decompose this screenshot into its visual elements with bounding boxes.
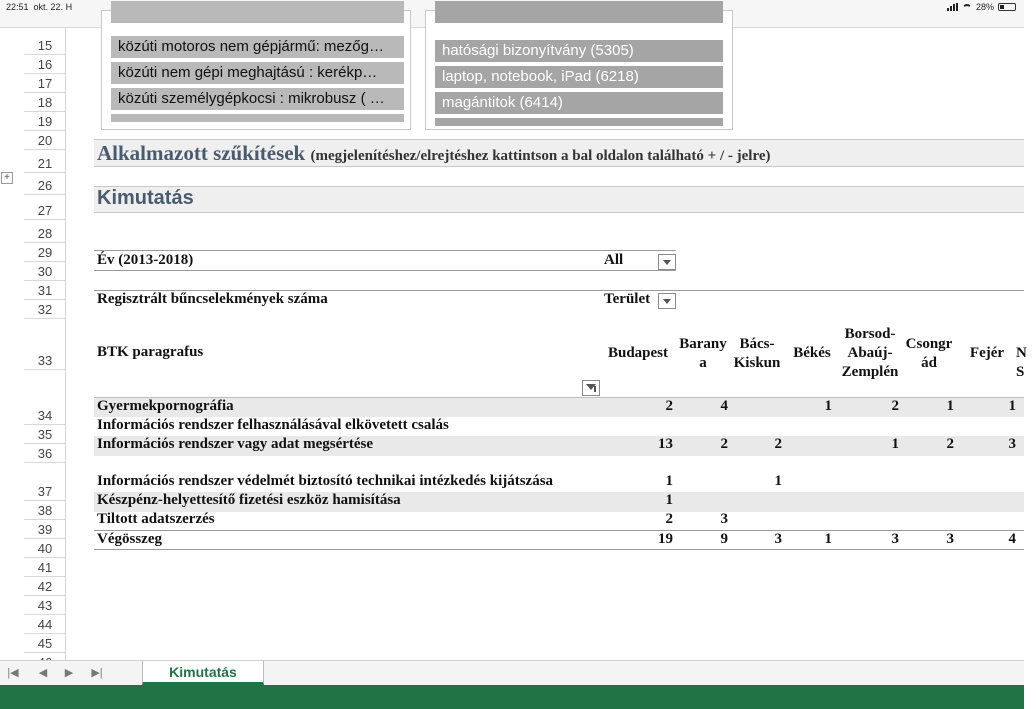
- applied-filters-hint: (megjelenítéshez/elrejtéshez kattintson a bal oldalon található + / - jelre): [310, 148, 771, 164]
- cell-value[interactable]: 3: [720, 511, 728, 527]
- clock: 22:51 okt. 22. H: [6, 2, 73, 12]
- applied-filters-heading[interactable]: [97, 141, 771, 166]
- battery-icon: [998, 3, 1016, 11]
- cell-value[interactable]: 4: [720, 398, 728, 414]
- row-number[interactable]: 38: [24, 501, 66, 520]
- row-filter-icon[interactable]: [582, 380, 600, 396]
- row-label[interactable]: Információs rendszer védelmét biztosító technikai intézkedés kijátszása: [97, 473, 554, 489]
- row-number[interactable]: 20: [24, 131, 66, 150]
- applied-filters-title: Alkalmazott szűkítések: [97, 141, 306, 165]
- row-label[interactable]: Információs rendszer felhasználásával elkövetett csalás: [97, 417, 449, 433]
- slicer-item[interactable]: [111, 114, 404, 122]
- row-number[interactable]: 31: [24, 281, 66, 300]
- column-header: Csongr ád: [905, 336, 953, 371]
- row-number[interactable]: 30: [24, 262, 66, 281]
- row-number[interactable]: 17: [24, 74, 66, 93]
- row-number[interactable]: 32: [24, 300, 66, 319]
- prev-sheet-icon[interactable]: ◀: [38, 667, 48, 679]
- cell-value[interactable]: 2: [891, 398, 899, 414]
- slicer-object[interactable]: [425, 10, 733, 130]
- row-number[interactable]: 37: [24, 463, 66, 501]
- row-label[interactable]: Végösszeg: [97, 531, 162, 547]
- row-number[interactable]: 21: [24, 151, 66, 173]
- last-sheet-icon[interactable]: ▶|: [91, 667, 103, 679]
- row-field-label: BTK paragrafus: [97, 344, 204, 360]
- row-number[interactable]: 33: [24, 314, 66, 370]
- row-number[interactable]: 35: [24, 425, 66, 444]
- column-field-label: Terület: [604, 291, 651, 307]
- wifi-icon: [962, 4, 972, 11]
- cell-value[interactable]: 4: [1008, 531, 1016, 547]
- cell-value[interactable]: 1: [1008, 398, 1016, 414]
- column-header: Békés: [793, 345, 831, 361]
- slicer-item[interactable]: közúti motoros nem gépjármű: mezőg…: [111, 36, 404, 58]
- column-header: Fejér: [969, 345, 1005, 361]
- cell-value[interactable]: 2: [946, 436, 954, 452]
- battery-percent: 28%: [975, 2, 994, 12]
- cell-value[interactable]: 2: [720, 436, 728, 452]
- slicer-item[interactable]: [111, 1, 404, 23]
- column-header: Borsod- Abaúj- Zemplén: [841, 326, 899, 380]
- row-number[interactable]: 28: [24, 224, 66, 243]
- row-number[interactable]: 36: [24, 444, 66, 463]
- slicer-item[interactable]: közúti nem gépi meghajtású : kerékp…: [111, 62, 404, 84]
- column-header: Barany a: [679, 336, 727, 371]
- cell-value[interactable]: 13: [658, 436, 673, 452]
- cell-value[interactable]: 9: [720, 531, 728, 547]
- row-number[interactable]: 27: [24, 197, 66, 220]
- row-number[interactable]: 15: [24, 36, 66, 55]
- row-label[interactable]: Tiltott adatszerzés: [97, 511, 215, 527]
- row-header-column: [0, 28, 66, 660]
- row-number[interactable]: 44: [24, 615, 66, 634]
- first-sheet-icon[interactable]: |◀: [7, 667, 19, 679]
- cell-value[interactable]: 1: [665, 492, 673, 508]
- cell-value[interactable]: 19: [658, 531, 673, 547]
- cell-value[interactable]: 3: [774, 531, 782, 547]
- row-label[interactable]: Készpénz-helyettesítő fizetési eszköz hamisítása: [97, 492, 401, 508]
- cell-value[interactable]: 1: [824, 531, 832, 547]
- slicer-item[interactable]: magántitok (6414): [435, 92, 723, 114]
- row-number[interactable]: 40: [24, 539, 66, 558]
- column-header: Bács- Kiskun: [733, 336, 781, 371]
- cell-value[interactable]: 3: [891, 531, 899, 547]
- sheet-tab-bar: [0, 660, 1024, 685]
- cell-value[interactable]: 3: [946, 531, 954, 547]
- year-filter-dropdown[interactable]: [658, 254, 676, 270]
- expand-group-button[interactable]: +: [1, 172, 13, 184]
- slicer-item[interactable]: közúti személygépkocsi : mikrobusz ( …: [111, 88, 404, 110]
- row-label[interactable]: Gyermekpornográfia: [97, 398, 234, 414]
- column-header: Budapest: [607, 345, 669, 361]
- sheet-tab-kimutatas[interactable]: Kimutatás: [142, 661, 264, 685]
- row-number[interactable]: 18: [24, 93, 66, 112]
- row-number[interactable]: 19: [24, 112, 66, 131]
- row-number[interactable]: 16: [24, 55, 66, 74]
- column-field-dropdown[interactable]: [658, 293, 676, 309]
- slicer-item[interactable]: laptop, notebook, iPad (6218): [435, 66, 723, 88]
- cell-value[interactable]: 2: [665, 511, 673, 527]
- section-title: Kimutatás: [97, 187, 194, 209]
- cell-value[interactable]: 2: [665, 398, 673, 414]
- row-number[interactable]: 34: [24, 406, 66, 425]
- cell-value[interactable]: 1: [774, 473, 782, 489]
- cell-value[interactable]: 2: [774, 436, 782, 452]
- next-sheet-icon[interactable]: ▶: [64, 667, 74, 679]
- row-number[interactable]: 45: [24, 634, 66, 653]
- year-filter-label: Év (2013-2018): [97, 252, 194, 268]
- column-header: N S: [1016, 345, 1027, 380]
- row-number[interactable]: 43: [24, 596, 66, 615]
- cell-value[interactable]: 1: [824, 398, 832, 414]
- row-number[interactable]: 26: [24, 177, 66, 195]
- status-icons: [947, 2, 1016, 12]
- cell-value[interactable]: 3: [1008, 436, 1016, 452]
- excel-status-bar: [0, 685, 1024, 709]
- year-filter-value: All: [604, 252, 624, 268]
- row-number[interactable]: 39: [24, 520, 66, 539]
- cell-value[interactable]: 1: [665, 473, 673, 489]
- cell-value[interactable]: 1: [946, 398, 954, 414]
- row-label[interactable]: Információs rendszer vagy adat megsértése: [97, 436, 374, 452]
- row-number[interactable]: 41: [24, 558, 66, 577]
- slicer-vehicle[interactable]: [101, 10, 411, 130]
- measure-label: Regisztrált bűncselekmények száma: [97, 291, 328, 307]
- slicer-item[interactable]: [435, 118, 723, 126]
- row-number[interactable]: 42: [24, 577, 66, 596]
- slicer-item[interactable]: hatósági bizonyítvány (5305): [435, 40, 723, 62]
- cell-value[interactable]: 1: [891, 436, 899, 452]
- row-number[interactable]: 29: [24, 243, 66, 262]
- section-band: [94, 186, 1024, 213]
- signal-icon: [947, 3, 958, 11]
- slicer-item[interactable]: [435, 1, 723, 23]
